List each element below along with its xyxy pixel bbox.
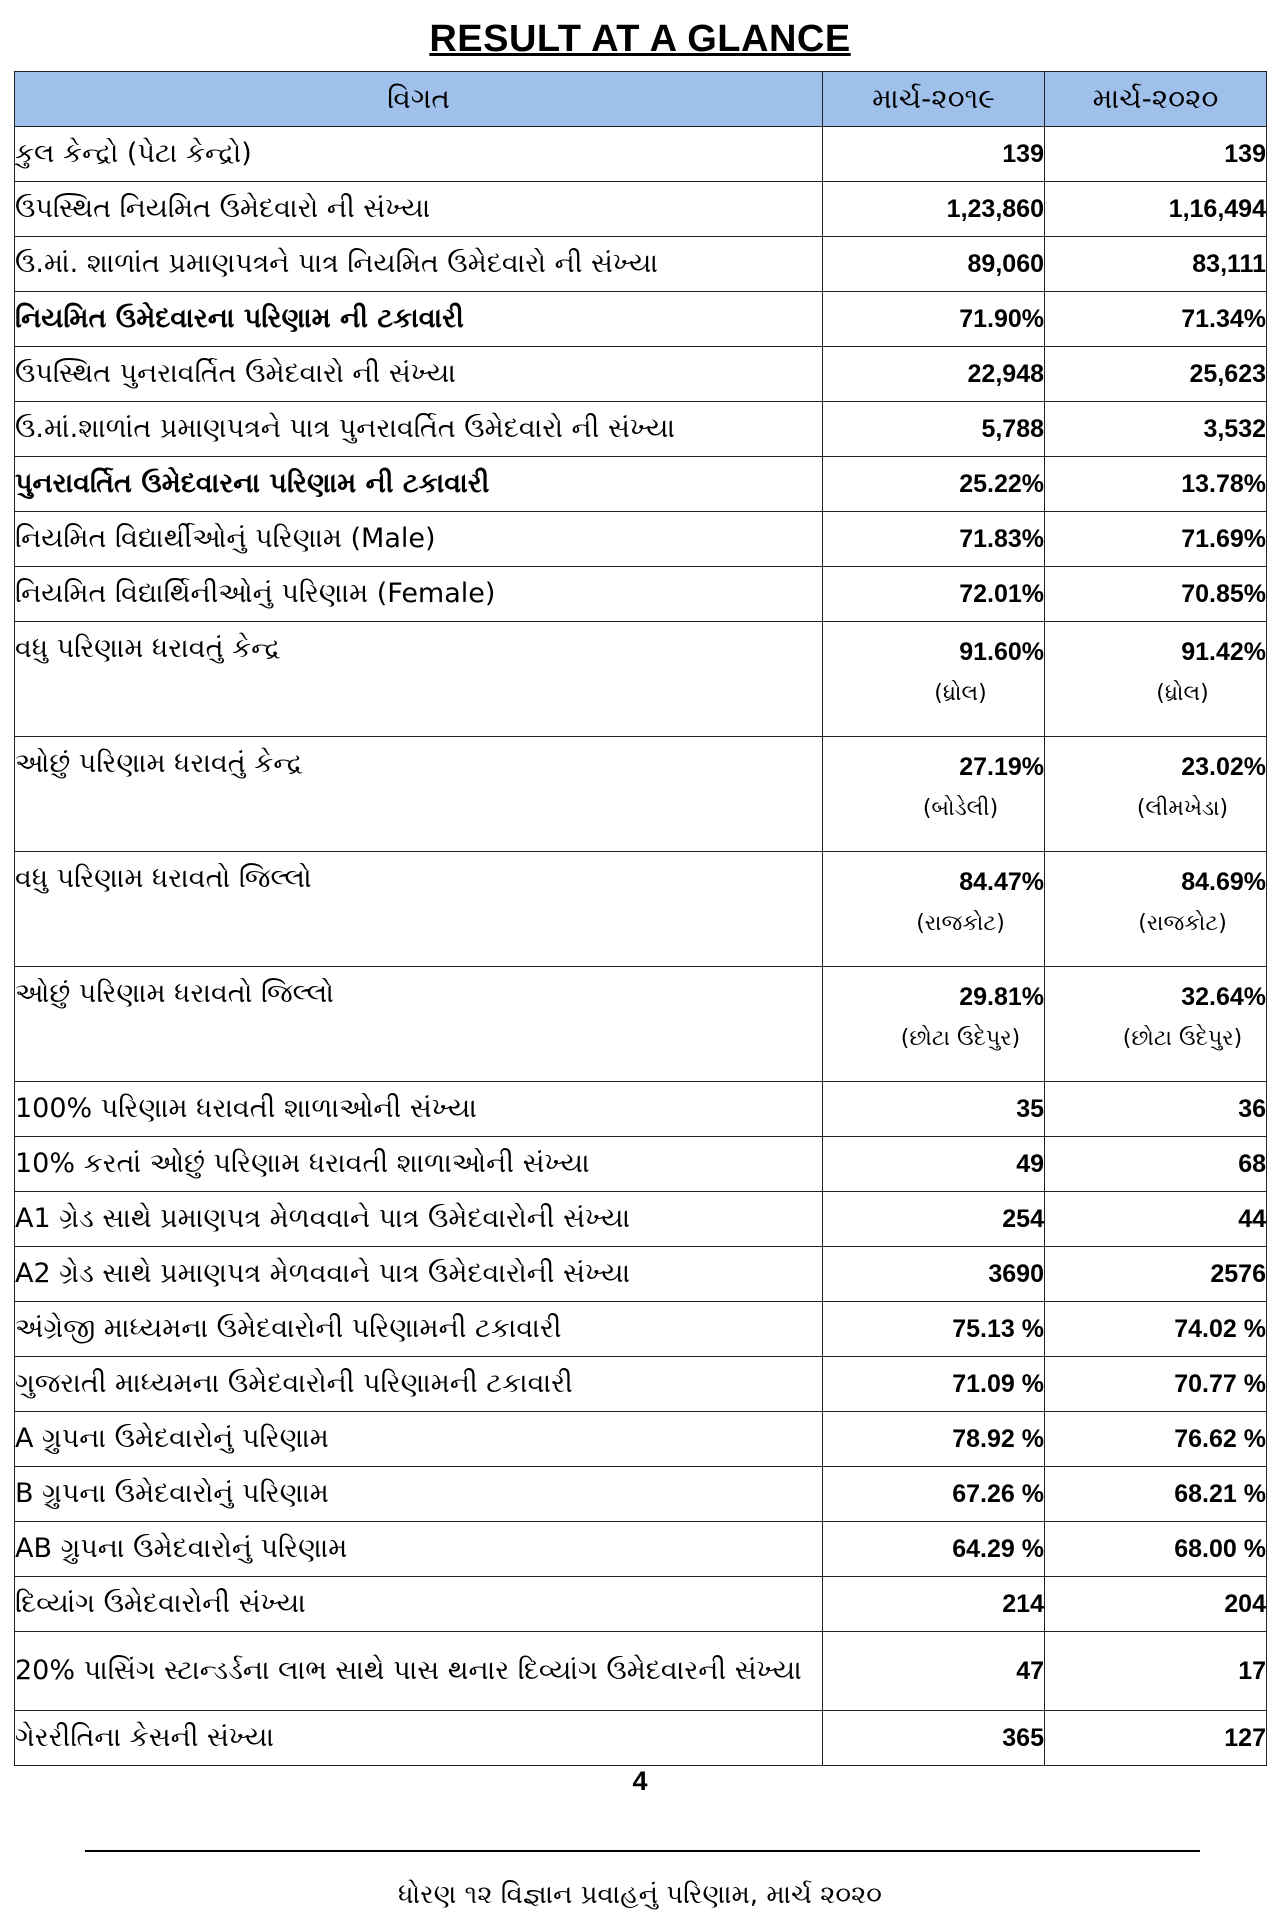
value-2020: 74.02 %	[1045, 1302, 1267, 1357]
row-label: વધુ પરિણામ ધરાવતું કેન્દ્ર	[15, 622, 823, 737]
value-number: 23.02%	[1181, 753, 1266, 781]
value-2020: 139	[1045, 127, 1267, 182]
row-label: ઉપસ્થિત નિયમિત ઉમેદવારો ની સંખ્યા	[15, 182, 823, 237]
table-row	[15, 182, 1267, 237]
value-number: 84.69%	[1181, 868, 1266, 896]
table-row	[15, 1711, 1267, 1766]
place-name: (ધ્રોલ)	[1156, 681, 1209, 706]
value-2020: 204	[1045, 1577, 1267, 1632]
value-2019: 22,948	[823, 347, 1045, 402]
value-2019: 49	[823, 1137, 1045, 1192]
value-2020: 36	[1045, 1082, 1267, 1137]
table-row	[15, 457, 1267, 512]
value-2019: 47	[823, 1632, 1045, 1711]
value-2020: 68.00 %	[1045, 1522, 1267, 1577]
value-2020: 70.77 %	[1045, 1357, 1267, 1412]
value-2019	[823, 737, 1045, 852]
row-label: A2 ગ્રેડ સાથે પ્રમાણપત્ર મેળવવાને પાત્ર ઉમેદવારોની સંખ્યા	[15, 1247, 823, 1302]
row-label: 100% પરિણામ ધરાવતી શાળાઓની સંખ્યા	[15, 1082, 823, 1137]
place-name: (લીમખેડા)	[1136, 796, 1229, 821]
row-label: 20% પાસિંગ સ્ટાન્ડર્ડના લાભ સાથે પાસ થનાર દિવ્યાંગ ઉમેદવારની સંખ્યા	[15, 1632, 823, 1711]
value-2019: 254	[823, 1192, 1045, 1247]
value-2019: 25.22%	[823, 457, 1045, 512]
value-2019: 71.09 %	[823, 1357, 1045, 1412]
value-2020: 1,16,494	[1045, 182, 1267, 237]
place-name: (રાજકોટ)	[916, 911, 1005, 936]
value-2019: 67.26 %	[823, 1467, 1045, 1522]
table-header	[15, 72, 1267, 127]
value-2019	[823, 852, 1045, 967]
value-2019: 214	[823, 1577, 1045, 1632]
table-row	[15, 1632, 1267, 1711]
value-2019	[823, 622, 1045, 737]
place-name: (છોટા ઉદેપુર)	[1122, 1026, 1243, 1051]
row-label: A1 ગ્રેડ સાથે પ્રમાણપત્ર મેળવવાને પાત્ર ઉમેદવારોની સંખ્યા	[15, 1192, 823, 1247]
table-row	[15, 737, 1267, 852]
value-2019	[823, 967, 1045, 1082]
value-number: 32.64%	[1181, 983, 1266, 1011]
table-row	[15, 967, 1267, 1082]
row-label: દિવ્યાંગ ઉમેદવારોની સંખ્યા	[15, 1577, 823, 1632]
value-2019: 365	[823, 1711, 1045, 1766]
value-2020: 83,111	[1045, 237, 1267, 292]
value-number: 91.60%	[959, 638, 1044, 666]
table-row	[15, 1082, 1267, 1137]
value-2020: 3,532	[1045, 402, 1267, 457]
header-march-2019: માર્ચ-૨૦૧૯	[823, 72, 1045, 127]
value-2019: 5,788	[823, 402, 1045, 457]
table-row	[15, 1137, 1267, 1192]
row-label: નિયમિત વિદ્યાર્થિનીઓનું પરિણામ (Female)	[15, 567, 823, 622]
value-2019: 72.01%	[823, 567, 1045, 622]
table-row	[15, 237, 1267, 292]
row-label: ગુજરાતી માધ્યમના ઉમેદવારોની પરિણામની ટકાવારી	[15, 1357, 823, 1412]
table-row	[15, 1247, 1267, 1302]
table-row	[15, 1412, 1267, 1467]
row-label: ઉ.માં. શાળાંત પ્રમાણપત્રને પાત્ર નિયમિત ઉમેદવારો ની સંખ્યા	[15, 237, 823, 292]
value-number: 84.47%	[959, 868, 1044, 896]
header-march-2020: માર્ચ-૨૦૨૦	[1045, 72, 1267, 127]
row-label: ઉ.માં.શાળાંત પ્રમાણપત્રને પાત્ર પુનરાવર્તિત ઉમેદવારો ની સંખ્યા	[15, 402, 823, 457]
row-label: અંગ્રેજી માધ્યમના ઉમેદવારોની પરિણામની ટકાવારી	[15, 1302, 823, 1357]
value-2019: 139	[823, 127, 1045, 182]
table-body	[15, 127, 1267, 1766]
value-2019: 3690	[823, 1247, 1045, 1302]
table-row	[15, 1522, 1267, 1577]
value-2020: 25,623	[1045, 347, 1267, 402]
table-row	[15, 347, 1267, 402]
table-row	[15, 292, 1267, 347]
table-row	[15, 622, 1267, 737]
value-2020: 68	[1045, 1137, 1267, 1192]
table-row	[15, 852, 1267, 967]
value-2020: 13.78%	[1045, 457, 1267, 512]
value-number: 91.42%	[1181, 638, 1266, 666]
page-title: RESULT AT A GLANCE	[429, 18, 851, 60]
row-label: ઓછું પરિણામ ધરાવતો જિલ્લો	[15, 967, 823, 1082]
value-2020: 71.69%	[1045, 512, 1267, 567]
value-2020: 127	[1045, 1711, 1267, 1766]
table-row	[15, 402, 1267, 457]
table-row	[15, 1357, 1267, 1412]
value-2019: 71.90%	[823, 292, 1045, 347]
row-label: A ગ્રુપના ઉમેદવારોનું પરિણામ	[15, 1412, 823, 1467]
table-row	[15, 1467, 1267, 1522]
value-2020: 70.85%	[1045, 567, 1267, 622]
place-name: (છોટા ઉદેપુર)	[900, 1026, 1021, 1051]
row-label: B ગ્રુપના ઉમેદવારોનું પરિણામ	[15, 1467, 823, 1522]
row-label: પુનરાવર્તિત ઉમેદવારના પરિણામ ની ટકાવારી	[15, 457, 823, 512]
table-row	[15, 127, 1267, 182]
value-2019: 89,060	[823, 237, 1045, 292]
value-2020	[1045, 737, 1267, 852]
value-2020: 17	[1045, 1632, 1267, 1711]
value-2020	[1045, 622, 1267, 737]
value-number: 29.81%	[959, 983, 1044, 1011]
row-label: નિયમિત વિદ્યાર્થીઓનું પરિણામ (Male)	[15, 512, 823, 567]
value-2019: 78.92 %	[823, 1412, 1045, 1467]
row-label: ગેરરીતિના કેસની સંખ્યા	[15, 1711, 823, 1766]
value-2019: 64.29 %	[823, 1522, 1045, 1577]
value-2020: 44	[1045, 1192, 1267, 1247]
page-number: 4	[632, 1766, 648, 1796]
table-row	[15, 567, 1267, 622]
value-2019: 71.83%	[823, 512, 1045, 567]
value-number: 27.19%	[959, 753, 1044, 781]
row-label: ઓછું પરિણામ ધરાવતું કેન્દ્ર	[15, 737, 823, 852]
footer-divider	[85, 1850, 1200, 1852]
row-label: ઉપસ્થિત પુનરાવર્તિત ઉમેદવારો ની સંખ્યા	[15, 347, 823, 402]
place-name: (બોડેલી)	[922, 796, 999, 821]
value-2020: 76.62 %	[1045, 1412, 1267, 1467]
value-2020: 71.34%	[1045, 292, 1267, 347]
value-2019: 75.13 %	[823, 1302, 1045, 1357]
row-label: નિયમિત ઉમેદવારના પરિણામ ની ટકાવારી	[15, 292, 823, 347]
table-row	[15, 1577, 1267, 1632]
row-label: AB ગ્રુપના ઉમેદવારોનું પરિણામ	[15, 1522, 823, 1577]
value-2020	[1045, 852, 1267, 967]
row-label: વધુ પરિણામ ધરાવતો જિલ્લો	[15, 852, 823, 967]
page-footer: ધોરણ ૧૨ વિજ્ઞાન પ્રવાહનું પરિણામ, માર્ચ ૨૦૨૦	[398, 1880, 882, 1910]
row-label: 10% કરતાં ઓછું પરિણામ ધરાવતી શાળાઓની સંખ્યા	[15, 1137, 823, 1192]
table-row	[15, 1302, 1267, 1357]
header-detail: વિગત	[15, 72, 823, 127]
table-row	[15, 1192, 1267, 1247]
value-2019: 1,23,860	[823, 182, 1045, 237]
place-name: (રાજકોટ)	[1138, 911, 1227, 936]
value-2020: 2576	[1045, 1247, 1267, 1302]
place-name: (ધ્રોલ)	[934, 681, 987, 706]
table-row	[15, 512, 1267, 567]
value-2020	[1045, 967, 1267, 1082]
row-label: કુલ કેન્દ્રો (પેટા કેન્દ્રો)	[15, 127, 823, 182]
value-2019: 35	[823, 1082, 1045, 1137]
result-table	[14, 71, 1267, 1766]
value-2020: 68.21 %	[1045, 1467, 1267, 1522]
